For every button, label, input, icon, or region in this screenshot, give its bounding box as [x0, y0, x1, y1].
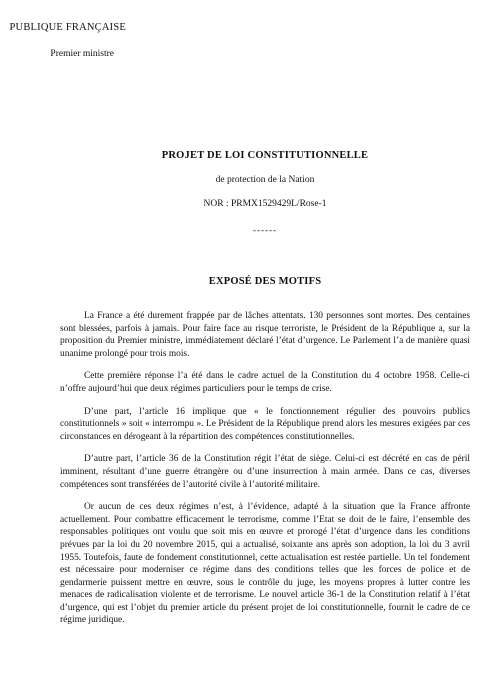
republic-heading: PUBLIQUE FRANÇAISE — [9, 22, 126, 33]
paragraph: D’une part, l’article 16 implique que « le fonctionnement régulier des pouvoirs publics constitutionnels » soit « interrompu ». Le Président de la République prend alors les mesures exigées par ces circonstances en dérogeant à la répartition des compétences constitutionnelles. — [60, 406, 470, 442]
nor-reference: NOR : PRMX1529429L/Rose-1 — [203, 199, 327, 209]
document-body — [60, 310, 470, 637]
document-subtitle: de protection de la Nation — [215, 175, 315, 185]
section-title: EXPOSÉ DES MOTIFS — [208, 276, 322, 287]
document-title: PROJET DE LOI CONSTITUTIONNELLE — [161, 150, 369, 161]
paragraph: Cette première réponse l’a été dans le cadre actuel de la Constitution du 4 octobre 1958. Celle-ci n’offre aujourd’hui que deux régimes particuliers pour le temps de crise. — [60, 371, 470, 394]
paragraph: La France a été durement frappée par de lâches attentats. 130 personnes sont mortes. Des centaines sont blessées, parfois à jamais. Pour faire face au risque terroriste, le Président de la République a, sur la proposition du Premier ministre, immédiatement déclaré l’état d’urgence. Le Parlement l’a de manière quasi unanime prolongé pour trois mois. — [60, 311, 470, 359]
letterhead — [0, 22, 126, 59]
paragraph: D’autre part, l’article 36 de la Constitution régit l’état de siège. Celui-ci est décrété en cas de péril imminent, résultant d’une guerre étrangère ou d’une insurrection à main armée. Dans ce cas, diverses compétences sont transférées de l’autorité civile à l’autorité militaire. — [60, 454, 470, 490]
office-heading: Premier ministre — [50, 49, 114, 59]
separator: ------ — [253, 225, 277, 235]
paragraph: Or aucun de ces deux régimes n’est, à l’évidence, adapté à la situation que la France affronte actuellement. Pour combattre efficacement le terrorisme, comme l’Etat se doit de le faire, l’ensemble des responsables politiques ont voulu que soit mis en œuvre et prorogé l’état d’urgence dans les conditions prévues par la loi du 20 novembre 2015, qui a actualisé, soixante ans après son adoption, la loi du 3 avril 1955. Toutefois, faute de fondement constitutionnel, cette actualisation est restée partielle. Un tel fondement est nécessaire pour moderniser ce régime dans des conditions telles que les forces de police et de gendarmerie puissent mettre en œuvre, sous le contrôle du juge, les moyens propres à lutter contre les menaces de radicalisation violente et de terrorisme. Le nouvel article 36-1 de la Constitution relatif à l’état d’urgence, qui est l’objet du premier article du présent projet de loi constitutionnelle, fournit le cadre de ce régime juridique. — [60, 502, 470, 626]
